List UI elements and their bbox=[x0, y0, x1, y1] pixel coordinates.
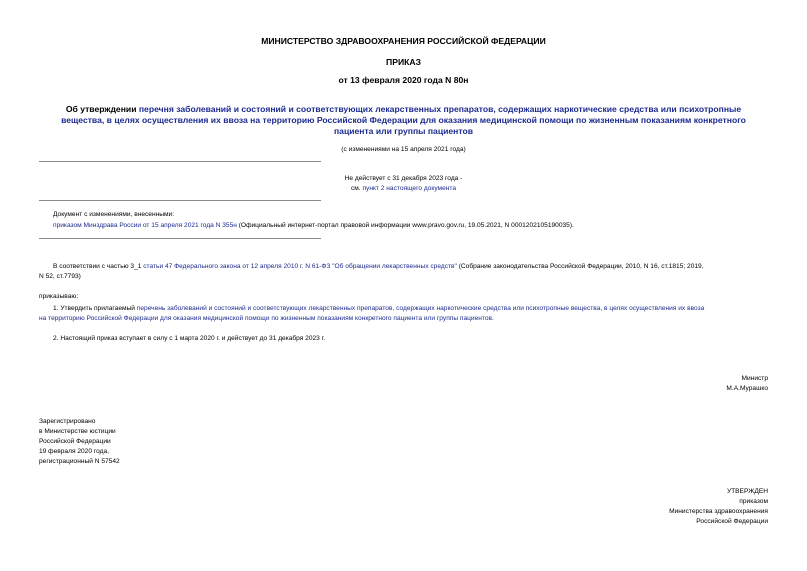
approved-list-link-continued[interactable]: на территорию Российской Федерации для оказания медицинской помощи по жизненным показаниям конкретного пациента или группы пациентов bbox=[39, 315, 493, 322]
clause-1-line-1 bbox=[53, 304, 704, 314]
signatory-position: Министр bbox=[741, 375, 768, 382]
approved-list-link[interactable]: перечень заболеваний и состояний и соответствующих лекарственных препаратов, содержащих наркотические средства или психотропные вещества, в целях осуществления их ввоза bbox=[136, 305, 705, 312]
clause-2: 2. Настоящий приказ вступает в силу с 1 марта 2020 г. и действует до 31 декабря 2023 г. bbox=[53, 335, 326, 342]
approval-block bbox=[669, 487, 768, 527]
amending-order-link[interactable]: приказом Минздрава России от 15 апреля 2021 года N 355н bbox=[53, 222, 237, 229]
registration-line: Зарегистрировано bbox=[39, 418, 96, 425]
see-reference bbox=[0, 184, 807, 194]
divider bbox=[39, 200, 321, 201]
registration-line: Российской Федерации bbox=[39, 438, 111, 445]
see-prefix: см. bbox=[350, 185, 363, 192]
approval-line: Российской Федерации bbox=[696, 518, 768, 525]
clause-1-line-2 bbox=[39, 314, 494, 324]
approval-line: Министерства здравоохранения bbox=[669, 508, 768, 515]
amendments-reference bbox=[53, 221, 574, 231]
preamble-prefix: В соответствии с частью 3_1 bbox=[53, 263, 144, 270]
changes-note: (с изменениями на 15 апреля 2021 года) bbox=[341, 146, 466, 153]
order-date: от 13 февраля 2020 года N 80н bbox=[338, 75, 469, 85]
amendments-source: (Официальный интернет-портал правовой информации www.pravo.gov.ru, 19.05.2021, N 0001202105190035). bbox=[236, 222, 574, 229]
order-heading: ПРИКАЗ bbox=[386, 57, 421, 67]
divider bbox=[39, 238, 321, 239]
clause-1-suffix: . bbox=[492, 315, 494, 322]
preamble-line-2: N 52, ст.7793) bbox=[39, 273, 81, 280]
approval-line: приказом bbox=[739, 498, 768, 505]
approval-line: УТВЕРЖДЕН bbox=[726, 488, 768, 495]
amendments-heading: Документ с изменениями, внесенными: bbox=[53, 211, 175, 218]
document-title bbox=[50, 104, 757, 137]
clause-1-prefix: 1. Утвердить прилагаемый bbox=[53, 305, 137, 312]
title-list-link[interactable]: перечня заболеваний и состояний и соответствующих лекарственных препаратов, содержащих наркотические средства или психотропные вещества, в целях осуществления их ввоза на территорию Российской Федерации для оказания медицинской помощи по жизненным показаниям конкретного пациента или группы пациентов bbox=[61, 104, 746, 136]
registration-line: 19 февраля 2020 года, bbox=[39, 448, 109, 455]
title-prefix: Об утверждении bbox=[65, 104, 139, 114]
order-word: приказываю: bbox=[39, 293, 79, 300]
federal-law-link[interactable]: статьи 47 Федерального закона от 12 апреля 2010 г. N 61-ФЗ "Об обращении лекарственных средств" bbox=[143, 263, 457, 270]
clause-2-link[interactable]: пункт 2 настоящего документа bbox=[362, 185, 457, 192]
preamble-suffix: (Собрание законодательства Российской Федерации, 2010, N 16, ст.1815; 2019, bbox=[456, 263, 704, 270]
registration-line: регистрационный N 57542 bbox=[39, 458, 120, 465]
registration-block bbox=[39, 417, 120, 467]
ministry-heading: МИНИСТЕРСТВО ЗДРАВООХРАНЕНИЯ РОССИЙСКОЙ ФЕДЕРАЦИИ bbox=[261, 36, 546, 46]
divider bbox=[39, 161, 321, 162]
registration-line: в Министерстве юстиции bbox=[39, 428, 116, 435]
signatory-name: М.А.Мурашко bbox=[726, 385, 768, 392]
validity-note: Не действует с 31 декабря 2023 года - bbox=[344, 175, 463, 182]
preamble-line-1 bbox=[53, 262, 704, 272]
